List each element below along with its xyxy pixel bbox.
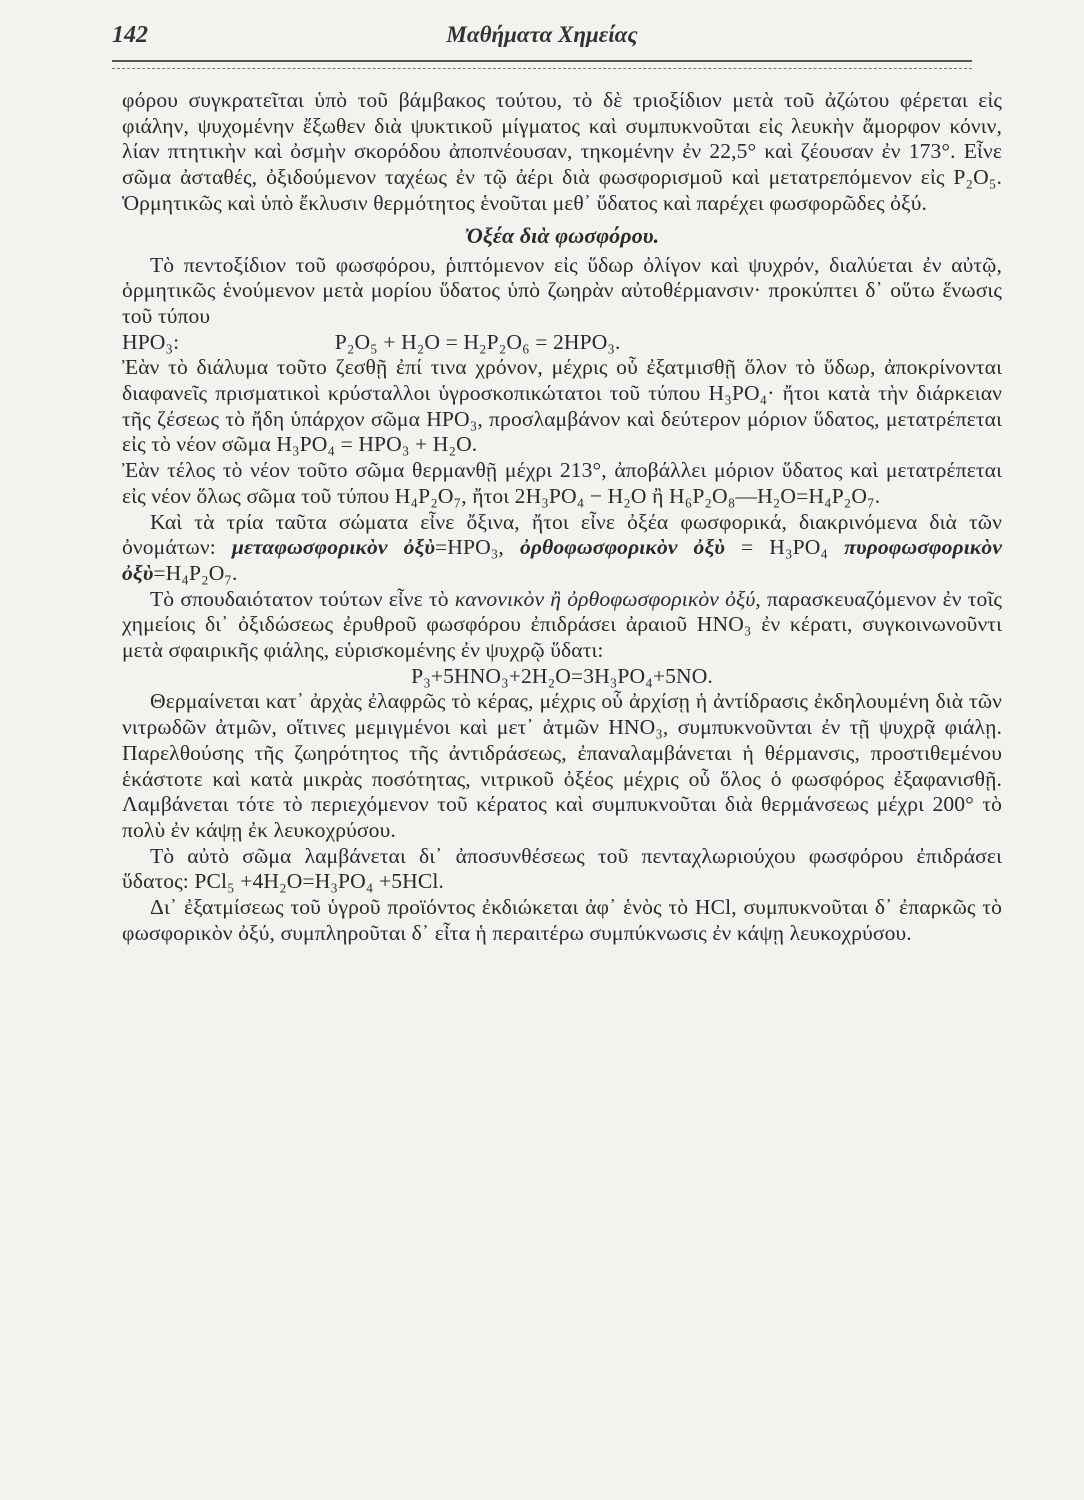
paragraph-1: φόρου συγκρατεῖται ὑπὸ τοῦ βάμβακος τούτου, τὸ δὲ τριοξίδιον μετὰ τοῦ ἀζώτου φέρεται εἰς φιάλην, ψυχομένην ἔξωθεν διὰ ψυκτικοῦ μίγματος καὶ συμπυκνοῦται εἰς λευκὴν ἄμορφον κόνιν, λίαν πτητικὴν καὶ ὀσμὴν σκορόδου ἀποπνέουσαν, τηκομένην ἐν 22,5° καὶ ζέουσαν ἐν 173°. Εἶνε σῶμα ἀσταθές, ὀξιδούμενον ταχέως ἐν τῷ ἀέρι διὰ φωσφορισμοῦ καὶ μετατρεπόμενον εἰς P₂O₅. Ὁρμητικῶς καὶ ὑπὸ ἔκλυσιν θερμότητος ἑνοῦται μεθ᾽ ὕδατος καὶ παρέχει φωσφορῶδες ὀξύ. — [122, 88, 1002, 215]
p6-text-c: παρασκευαζόμενον ἐν τοῖς χημείοις δι᾽ ὀξιδώσεως ἐρυθροῦ φωσφόρου ἐπιδράσει ἀραιοῦ HNO₃ ἐν κέρατι, συγκοινωνοῦντι μετὰ σφαιρικῆς φιάλης, εὑρισκομένης ἐν ψυχρῷ ὕδατι: — [122, 586, 1003, 663]
p6-text-a: Τὸ σπουδαιότατον τούτων εἶνε τὸ — [150, 586, 455, 611]
paragraph-5 — [122, 510, 1002, 587]
header-rule — [112, 60, 972, 69]
section-heading: Ὀξέα διὰ φωσφόρου. — [464, 222, 660, 248]
equation-1 — [122, 330, 1002, 356]
paragraph-6 — [122, 587, 1002, 664]
p5-term-pyro: πυροφωσφορικὸν ὀξὺ — [122, 535, 1003, 585]
running-title: Μαθήματα Χημείας — [446, 22, 638, 47]
page-header — [112, 20, 972, 54]
paragraph-8: Τὸ αὐτὸ σῶμα λαμβάνεται δι᾽ ἀποσυνθέσεως τοῦ πενταχλωριούχου φωσφόρου ἐπιδράσει ὕδατος: PCl₅ +4H₂O=H₃PO₄ +5HCl. — [122, 843, 1002, 894]
p5-term-ortho: ὀρθοφωσφορικὸν ὀξὺ — [519, 535, 725, 560]
p5-text-g: =H₄P₂O₇. — [153, 560, 238, 585]
paragraph-2: Τὸ πεντοξίδιον τοῦ φωσφόρου, ῥιπτόμενον εἰς ὕδωρ ὀλίγον καὶ ψυχρόν, διαλύεται ἐν αὐτῷ, ὁρμητικῶς ἑνούμενον μετὰ μορίου ὕδατος ὑπὸ ζωηρὰν αὐτοθέρμανσιν· προκύπτει δ᾽ οὕτω ἕνωσις τοῦ τύπου — [122, 252, 1002, 328]
paragraph-4: Ἐὰν τέλος τὸ νέον τοῦτο σῶμα θερμανθῇ μέχρι 213°, ἀποβάλλει μόριον ὕδατος καὶ μετατρέπεται εἰς νέον ὅλως σῶμα τοῦ τύπου H₄P₂O₇, ἤτοι 2H₃PO₄ − H₂O ἢ H₆P₂O₈—H₂O=H₄P₂O₇. — [122, 458, 1002, 508]
page-body — [122, 88, 1002, 947]
equation-1-formula: P₂O₅ + H₂O = H₂P₂O₆ = 2HPO₃. — [334, 329, 621, 354]
equation-2: P₃+5HNO₃+2H₂O=3H₃PO₄+5NO. — [411, 663, 713, 688]
equation-1-lead: HPO₃: — [122, 329, 180, 354]
p5-term-meta: μεταφωσφορικὸν ὀξὺ — [231, 535, 435, 560]
paragraph-3: Ἐὰν τὸ διάλυμα τοῦτο ζεσθῇ ἐπί τινα χρόνον, μέχρις οὗ ἐξατμισθῇ ὅλον τὸ ὕδωρ, ἀποκρίνονται διαφανεῖς πρισματικοὶ κρύσταλλοι ὑγροσκοπικώτατοι τοῦ τύπου H₃PO₄· ἤτοι κατὰ τὴν διάρκειαν τῆς ζέσεως τὸ ἤδη ὑπάρχον σῶμα HPO₃, προσλαμβάνον καὶ δεύτερον μόριον ὕδατος, μετατρέπεται εἰς τὸ νέον σῶμα H₃PO₄ = HPO₃ + H₂O. — [122, 355, 1002, 457]
p5-text-c: =HPO₃, — [435, 535, 520, 560]
page-number: 142 — [112, 22, 148, 48]
p5-text-a: Καὶ τὰ τρία ταῦτα σώματα εἶνε ὄξινα, ἤτοι εἶνε ὀξέα φωσφορικά, διακρινόμενα διὰ τῶν ὀνομάτων: — [122, 509, 1002, 560]
paragraph-9: Δι᾽ ἐξατμίσεως τοῦ ὑγροῦ προϊόντος ἐκδιώκεται ἀφ᾽ ἑνὸς τὸ HCl, συμπυκνοῦται δ᾽ ἐπαρκῶς τὸ φωσφορικὸν ὀξύ, συμπληροῦται δ᾽ εἶτα ἡ περαιτέρω συμπύκνωσις ἐν κάψῃ λευκοχρύσου. — [122, 895, 1002, 945]
p6-term: κανονικὸν ἢ ὀρθοφωσφορικὸν ὀξύ, — [454, 586, 761, 611]
paragraph-7: Θερμαίνεται κατ᾽ ἀρχὰς ἐλαφρῶς τὸ κέρας, μέχρις οὗ ἀρχίσῃ ἡ ἀντίδρασις ἐκδηλουμένη διὰ τῶν νιτρωδῶν ἀτμῶν, οἵτινες μεμιγμένοι καὶ μετ᾽ ἀτμῶν HNO₃, συμπυκνοῦνται ἐν τῇ ψυχρᾷ φιάλῃ. Παρελθούσης τῆς ζωηρότητος τῆς ἀντιδράσεως, ἐπαναλαμβάνεται ἡ θέρμανσις, προστιθεμένου ἑκάστοτε καὶ κατὰ μικρὰς ποσότητας, νιτρικοῦ ὀξέος μέχρις οὗ ὅλος ὁ φωσφόρος ἐξαφανισθῇ. Λαμβάνεται τότε τὸ περιεχόμενον τοῦ κέρατος καὶ συμπυκνοῦται διὰ θερμάνσεως μέχρι 200° τὸ πολὺ ἐν κάψῃ ἐκ λευκοχρύσου. — [122, 689, 1002, 842]
p5-text-e: = H₃PO₄ — [724, 535, 845, 560]
